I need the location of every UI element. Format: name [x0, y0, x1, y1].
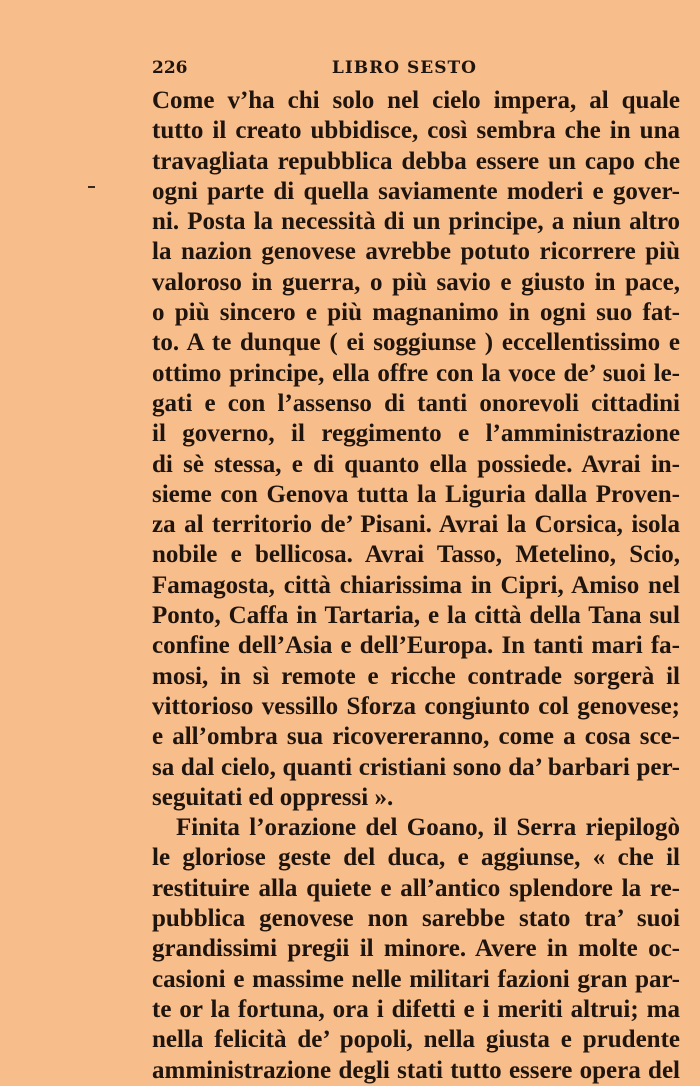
text-line: Ponto, Caffa in Tartaria, e la città della Tana sul: [152, 602, 680, 630]
running-head: LIBRO SESTO: [331, 58, 477, 78]
text-line: valoroso in guerra, o più savio e giusto in pace,: [152, 268, 680, 296]
body-text: [152, 86, 680, 1086]
text-line: Come v’ha chi solo nel cielo impera, al quale: [152, 87, 680, 114]
text-line: mosi, in sì remote e ricche contrade sorgerà il: [152, 662, 680, 690]
text-line: tutto il creato ubbidisce, così sembra che in una: [152, 117, 680, 145]
page-number: 226: [152, 58, 188, 78]
text-line: ogni parte di quella saviamente moderi e gover-: [152, 177, 680, 205]
text-line: za al territorio de’ Pisani. Avrai la Corsica, isola: [152, 511, 680, 539]
text-line: o più sincero e più magnanimo in ogni suo fat-: [152, 299, 680, 327]
text-line: restituire alla quiete e all’antico splendore la re-: [152, 874, 680, 902]
text-line: amministrazione degli stati tutto essere opera del: [152, 1056, 680, 1084]
text-line: ottimo principe, ella offre con la voce de’ suoi le-: [152, 359, 680, 387]
text-line: la nazion genovese avrebbe potuto ricorrere più: [152, 238, 680, 266]
text-line: Famagosta, città chiarissima in Cipri, Amiso nel: [152, 571, 680, 599]
text-line: te or la fortuna, ora i difetti e i meriti altrui; ma: [152, 995, 680, 1023]
text-line: gati e con l’assenso di tanti onorevoli cittadini: [152, 389, 680, 417]
paragraph-2: [152, 813, 680, 1086]
text-line: pubblica genovese non sarebbe stato tra’ suoi: [152, 905, 680, 933]
text-line: travagliata repubblica debba essere un capo che: [152, 147, 680, 175]
text-line: vittorioso vessillo Sforza congiunto col genovese;: [152, 692, 680, 720]
text-line: to. A te dunque ( ei soggiunse ) eccellentissimo e: [152, 329, 680, 357]
margin-mark: [88, 186, 95, 188]
text-line: sa dal cielo, quanti cristiani sono da’ barbari per-: [152, 753, 680, 781]
text-line: il governo, il reggimento e l’amministrazione: [152, 420, 680, 448]
text-line: grandissimi pregii il minore. Avere in molte oc-: [152, 935, 680, 963]
text-line: le gloriose geste del duca, e aggiunse, « che il: [152, 844, 680, 872]
text-line: seguitati ed oppressi ».: [152, 783, 394, 811]
text-line: di sè stessa, e di quanto ella possiede. Avrai in-: [152, 450, 680, 478]
text-line: casioni e massime nelle militari fazioni gran par-: [152, 965, 680, 993]
text-line: sieme con Genova tutta la Liguria dalla Proven-: [152, 480, 680, 508]
text-line: nella felicità de’ popoli, nella giusta e prudente: [152, 1026, 680, 1054]
text-line: nobile e bellicosa. Avrai Tasso, Metelino, Scio,: [152, 541, 680, 569]
paragraph-1: [152, 86, 680, 813]
text-line: Finita l’orazione del Goano, il Serra riepilogò: [176, 814, 680, 842]
page-header: [152, 58, 477, 84]
text-line: ni. Posta la necessità di un principe, a niun altro: [152, 208, 680, 236]
text-line: e all’ombra sua ricovereranno, come a cosa sce-: [152, 723, 680, 751]
text-line: confine dell’Asia e dell’Europa. In tanti mari fa-: [152, 632, 680, 660]
